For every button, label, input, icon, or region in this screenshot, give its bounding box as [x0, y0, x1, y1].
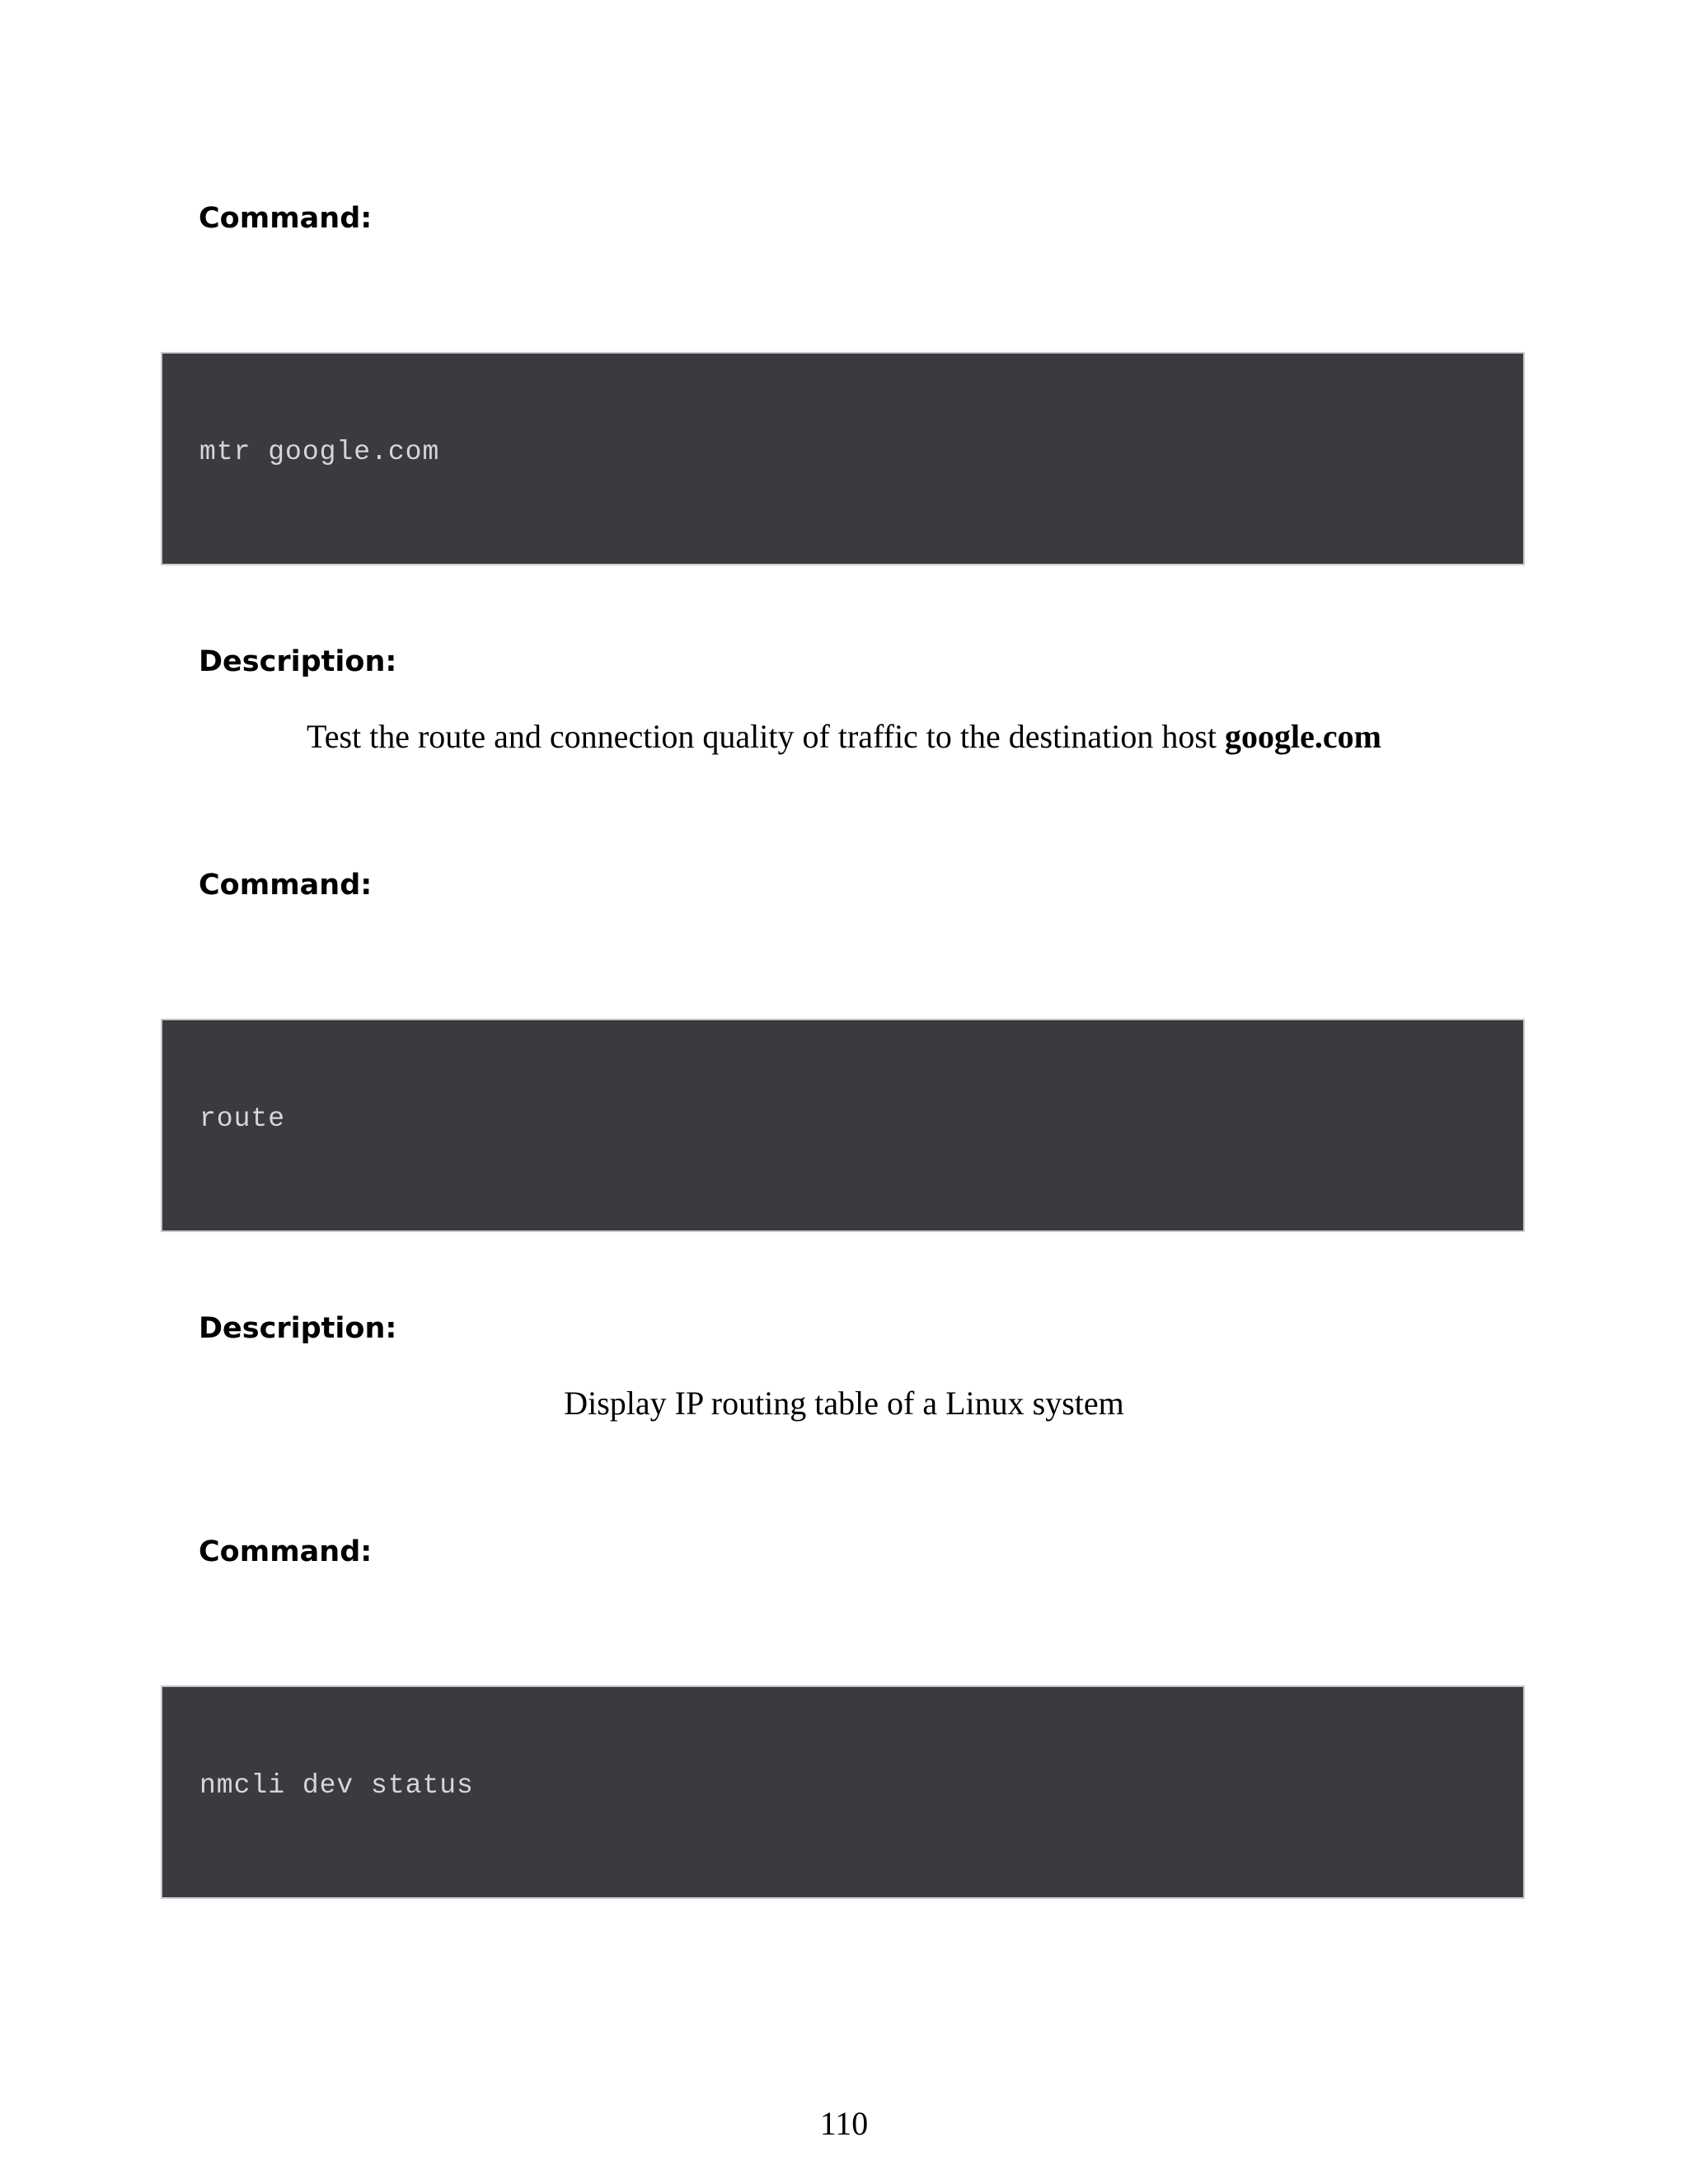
command-text: route [199, 1104, 286, 1134]
code-block [161, 1019, 1525, 1232]
page-number: 110 [819, 2105, 869, 2142]
description-label: Description: [199, 1312, 397, 1345]
description-host: google.com [1225, 718, 1381, 755]
description-text [0, 720, 1688, 753]
code-block [161, 1685, 1525, 1899]
code-block [161, 352, 1525, 565]
description-label: Description: [199, 645, 397, 678]
description-plain: Test the route and connection quality of traffic to the destination host [307, 718, 1225, 755]
command-label: Command: [199, 869, 373, 902]
command-text: mtr google.com [199, 437, 440, 467]
command-text: nmcli dev status [199, 1770, 474, 1801]
command-label: Command: [199, 202, 373, 235]
command-label: Command: [199, 1535, 373, 1568]
description-text: Display IP routing table of a Linux system [564, 1385, 1124, 1422]
